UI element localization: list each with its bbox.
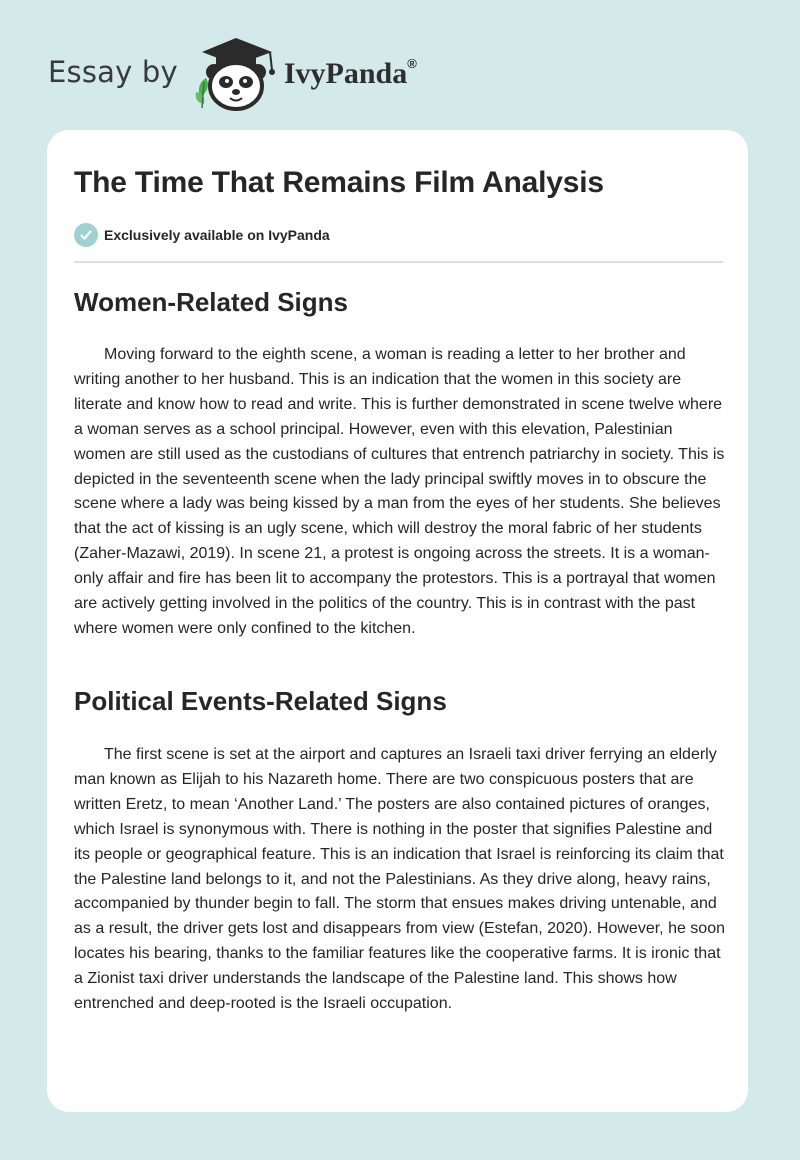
site-header <box>48 32 417 112</box>
section-paragraph: Moving forward to the eighth scene, a woman is reading a letter to her brother and writing another to her husband. This is an indication that the women in this society are literate and know how to read and write. This is further demonstrated in scene twelve where a woman serves as a school principal. However, even with this elevation, Palestinian women are still used as the custodians of cultures that entrench patriarchy in society. This is depicted in the seventeenth scene when the lady principal swiftly moves in to obscure the scene where a lady was being kissed by a man from the eyes of her students. She believes that the act of kissing is an ugly scene, which will destroy the moral fabric of her students (Zaher-Mazawi, 2019). In scene 21, a protest is ongoing across the streets. It is a woman-only affair and fire has been lit to accompany the protestors. This is a portrayal that women are actively getting involved in the politics of the country. This is in contrast with the past where women were only confined to the kitchen. <box>74 346 725 637</box>
page-title: The Time That Remains Film Analysis <box>74 166 604 199</box>
exclusive-label: Exclusively available on IvyPanda <box>104 227 330 243</box>
section-paragraph: The first scene is set at the airport and captures an Israeli taxi driver ferrying an elderly man known as Elijah to his Nazareth home. There are two conspicuous posters that are written Eretz, to mean ‘Another Land.’ The posters are also contained pictures of oranges, which Israel is synonymous with. There is nothing in the poster that signifies Palestine and its people or geographical feature. This is an indication that Israel is reinforcing its claim that the Palestine land belongs to it, and not the Palestinians. As they drive along, heavy rains, accompanied by thunder begin to fall. The storm that ensues makes driving untenable, and as a result, the driver gets lost and disappears from view (Estefan, 2020). However, he soon locates his bearing, thanks to the familiar features like the cooperative farms. It is ironic that a Zionist taxi driver understands the landscape of the Palestine land. This shows how entrenched and deep-rooted is the Israeli occupation. <box>74 746 725 1013</box>
essay-by-label: Essay by <box>48 55 178 89</box>
registered-mark: ® <box>407 56 417 71</box>
article-card <box>47 130 748 1112</box>
section-heading: Political Events-Related Signs <box>74 686 447 716</box>
exclusive-badge <box>74 223 330 247</box>
leaf-icon <box>196 78 208 108</box>
checkmark-icon <box>74 223 98 247</box>
panda-logo-icon[interactable] <box>192 32 280 112</box>
section-heading: Women-Related Signs <box>74 287 349 317</box>
divider <box>74 261 723 263</box>
brand-name[interactable]: IvyPanda® <box>283 56 417 90</box>
